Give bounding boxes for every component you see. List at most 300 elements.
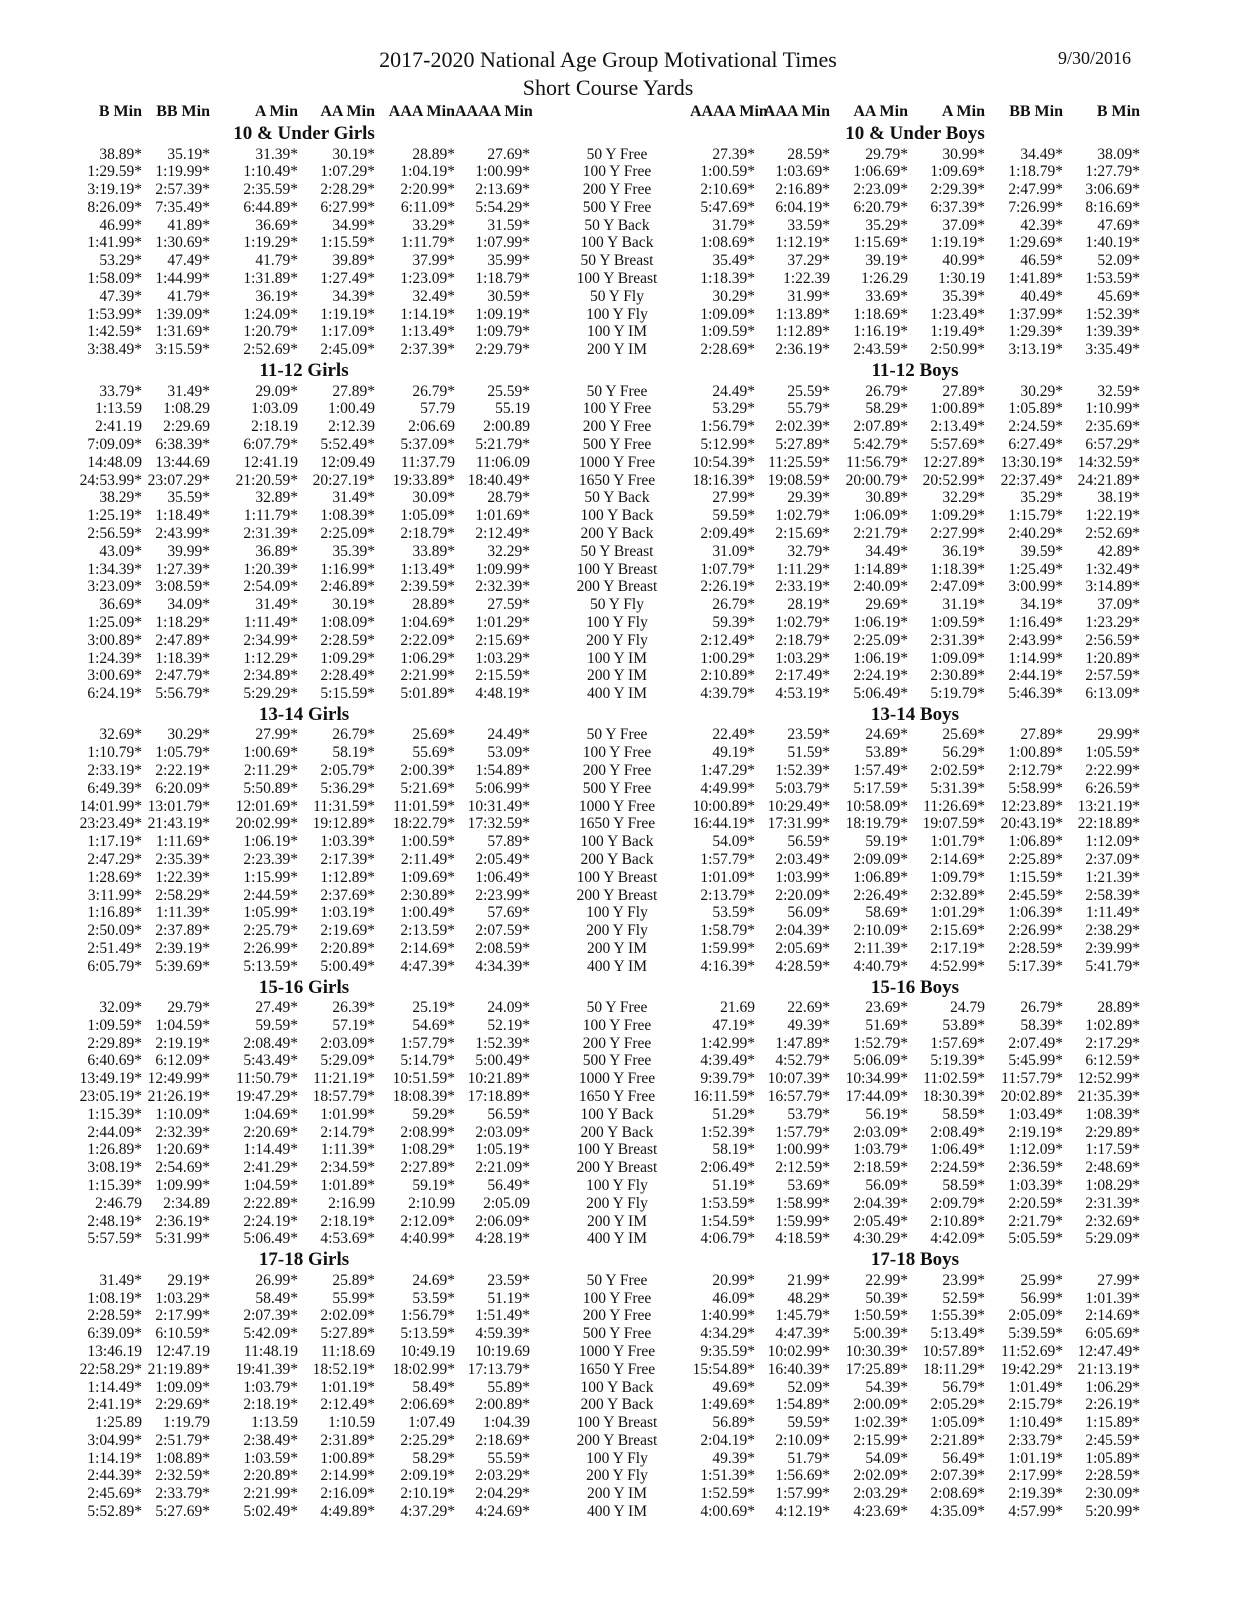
boys-time-cell: 1:57.79* — [700, 850, 755, 868]
boys-time-cell: 13:21.19* — [1077, 797, 1140, 815]
girls-time-cell: 1:41.99* — [87, 234, 142, 252]
boys-time-cell: 33.59* — [787, 216, 830, 234]
boys-time-cell: 1:15.69* — [853, 234, 908, 252]
girls-time-cell: 2:20.89* — [243, 1467, 298, 1485]
boys-time-cell: 2:32.89* — [930, 886, 985, 904]
girls-time-cell: 1:13.49* — [400, 323, 455, 341]
boys-time-cell: 17:31.99* — [767, 815, 830, 833]
boys-time-cell: 2:15.69* — [930, 922, 985, 940]
girls-time-cell: 57.69* — [487, 904, 530, 922]
girls-time-cell: 38.89* — [99, 145, 142, 163]
girls-time-cell: 2:19.19* — [155, 1034, 210, 1052]
girls-time-cell: 2:38.49* — [243, 1431, 298, 1449]
boys-time-cell: 46.09* — [712, 1289, 755, 1307]
girls-time-cell: 8:26.09* — [87, 198, 142, 216]
girls-time-cell: 3:08.59* — [155, 578, 210, 596]
girls-time-cell: 27.49* — [255, 999, 298, 1017]
boys-time-cell: 1:01.49* — [1008, 1378, 1063, 1396]
girls-time-cell: 19:12.89* — [312, 815, 375, 833]
girls-time-cell: 2:04.29* — [475, 1485, 530, 1503]
girls-time-cell: 5:54.29* — [475, 198, 530, 216]
girls-time-cell: 25.59* — [487, 382, 530, 400]
boys-time-cell: 2:43.59* — [853, 341, 908, 359]
boys-time-cell: 55.79* — [787, 400, 830, 418]
girls-time-cell: 5:21.79* — [475, 435, 530, 453]
boys-age-group-title: 17-18 Boys — [870, 1249, 960, 1271]
girls-time-cell: 1:01.19* — [320, 1378, 375, 1396]
boys-time-cell: 1:09.69* — [930, 163, 985, 181]
girls-time-cell: 6:27.99* — [320, 198, 375, 216]
event-name: 400 Y IM — [587, 685, 647, 703]
girls-time-cell: 17:13.79* — [467, 1360, 530, 1378]
table-row — [60, 1307, 1140, 1325]
boys-time-cell: 12:23.89* — [1000, 797, 1063, 815]
boys-time-cell: 56.59* — [787, 833, 830, 851]
boys-time-cell: 5:05.59* — [1008, 1230, 1063, 1248]
event-name: 200 Y Fly — [586, 1194, 648, 1212]
boys-time-cell: 28.19* — [787, 596, 830, 614]
event-name: 500 Y Free — [582, 1325, 652, 1343]
girls-time-cell: 58.49* — [255, 1289, 298, 1307]
boys-time-cell: 40.99* — [942, 252, 985, 270]
girls-time-cell: 2:39.19* — [155, 939, 210, 957]
boys-time-cell: 1:40.99* — [700, 1307, 755, 1325]
girls-time-cell: 1:12.89* — [320, 868, 375, 886]
boys-time-cell: 11:57.79* — [1001, 1070, 1063, 1088]
boys-time-cell: 5:31.39* — [930, 779, 985, 797]
boys-time-cell: 1:10.99* — [1085, 400, 1140, 418]
boys-time-cell: 1:20.89* — [1085, 649, 1140, 667]
boys-time-cell: 58.59* — [942, 1105, 985, 1123]
boys-time-cell: 18:11.29* — [923, 1360, 985, 1378]
boys-time-cell: 18:16.39* — [692, 471, 755, 489]
girls-time-cell: 2:28.59* — [320, 631, 375, 649]
girls-time-cell: 5:50.89* — [243, 779, 298, 797]
girls-time-cell: 10:21.89* — [467, 1070, 530, 1088]
boys-time-cell: 1:57.99* — [775, 1485, 830, 1503]
girls-time-cell: 2:26.99* — [243, 939, 298, 957]
table-row — [60, 1290, 1140, 1308]
girls-time-cell: 4:48.19* — [475, 685, 530, 703]
boys-time-cell: 31.19* — [942, 596, 985, 614]
boys-time-cell: 2:36.19* — [775, 341, 830, 359]
girls-time-cell: 28.89* — [412, 145, 455, 163]
boys-time-cell: 37.09* — [1097, 596, 1140, 614]
girls-time-cell: 2:28.29* — [320, 181, 375, 199]
boys-time-cell: 29.99* — [1097, 726, 1140, 744]
boys-time-cell: 32.59* — [1097, 382, 1140, 400]
boys-time-cell: 1:47.89* — [775, 1034, 830, 1052]
boys-time-cell: 6:26.59* — [1085, 779, 1140, 797]
boys-time-cell: 1:05.09* — [930, 1414, 985, 1432]
girls-time-cell: 1:01.89* — [320, 1177, 375, 1195]
girls-time-cell: 18:08.39* — [392, 1088, 455, 1106]
girls-time-cell: 2:32.39* — [155, 1123, 210, 1141]
girls-time-cell: 2:28.59* — [87, 1307, 142, 1325]
girls-time-cell: 14:01.99* — [79, 797, 142, 815]
girls-time-cell: 1:24.09* — [243, 305, 298, 323]
boys-time-cell: 24.79 — [950, 999, 985, 1017]
boys-time-cell: 10:00.89* — [692, 797, 755, 815]
girls-time-cell: 7:35.49* — [155, 198, 210, 216]
girls-time-cell: 1:44.99* — [155, 270, 210, 288]
girls-time-cell: 13:44.69 — [155, 453, 210, 471]
boys-time-cell: 2:25.89* — [1008, 850, 1063, 868]
girls-time-cell: 6:44.89* — [243, 198, 298, 216]
column-header: AAA Min — [388, 103, 455, 120]
boys-time-cell: 18:19.79* — [845, 815, 908, 833]
boys-time-cell: 59.39* — [712, 613, 755, 631]
girls-time-cell: 4:59.39* — [475, 1325, 530, 1343]
girls-time-cell: 33.79* — [99, 382, 142, 400]
table-row — [60, 815, 1140, 833]
age-group-header-row — [60, 703, 1140, 727]
event-name: 200 Y Fly — [586, 1467, 648, 1485]
table-row — [60, 578, 1140, 596]
boys-time-cell: 2:09.09* — [853, 850, 908, 868]
boys-time-cell: 22.69* — [787, 999, 830, 1017]
girls-time-cell: 11:21.19* — [313, 1070, 375, 1088]
girls-time-cell: 1:52.39* — [475, 1034, 530, 1052]
boys-time-cell: 4:39.49* — [700, 1052, 755, 1070]
girls-time-cell: 1:29.59* — [87, 163, 142, 181]
girls-time-cell: 31.49* — [255, 596, 298, 614]
boys-time-cell: 21:35.39* — [1077, 1088, 1140, 1106]
girls-time-cell: 2:57.39* — [155, 181, 210, 199]
girls-time-cell: 1:11.79* — [243, 507, 298, 525]
boys-age-group-title: 13-14 Boys — [870, 703, 960, 725]
boys-time-cell: 4:34.29* — [700, 1325, 755, 1343]
girls-time-cell: 2:20.69* — [243, 1123, 298, 1141]
boys-time-cell: 50.39* — [865, 1289, 908, 1307]
girls-time-cell: 1:10.79* — [87, 744, 142, 762]
event-name: 50 Y Fly — [590, 287, 644, 305]
boys-time-cell: 1:12.09* — [1008, 1141, 1063, 1159]
boys-time-cell: 2:29.39* — [930, 181, 985, 199]
boys-time-cell: 20:00.79* — [845, 471, 908, 489]
girls-time-cell: 55.59* — [487, 1449, 530, 1467]
boys-time-cell: 28.59* — [787, 145, 830, 163]
girls-time-cell: 1:19.19* — [320, 305, 375, 323]
column-header-row — [60, 102, 1140, 122]
girls-time-cell: 55.99* — [332, 1289, 375, 1307]
girls-time-cell: 1:16.89* — [87, 904, 142, 922]
boys-time-cell: 6:05.69* — [1085, 1325, 1140, 1343]
girls-time-cell: 56.59* — [487, 1105, 530, 1123]
boys-time-cell: 16:11.59* — [693, 1088, 755, 1106]
girls-time-cell: 11:18.69 — [320, 1342, 375, 1360]
table-row — [60, 323, 1140, 341]
boys-time-cell: 9:35.59* — [700, 1342, 755, 1360]
event-name: 100 Y Breast — [576, 1414, 658, 1432]
boys-time-cell: 2:33.19* — [775, 578, 830, 596]
girls-time-cell: 34.39* — [332, 287, 375, 305]
girls-time-cell: 2:05.09 — [483, 1194, 530, 1212]
event-name: 100 Y Back — [580, 1378, 654, 1396]
boys-time-cell: 2:16.89* — [775, 181, 830, 199]
boys-time-cell: 11:52.69* — [1001, 1342, 1063, 1360]
boys-time-cell: 31.99* — [787, 287, 830, 305]
boys-time-cell: 2:40.09* — [853, 578, 908, 596]
girls-time-cell: 41.79* — [255, 252, 298, 270]
girls-time-cell: 2:41.19 — [95, 418, 142, 436]
girls-time-cell: 3:23.09* — [87, 578, 142, 596]
girls-time-cell: 1:28.69* — [87, 868, 142, 886]
girls-time-cell: 5:43.49* — [243, 1052, 298, 1070]
girls-time-cell: 2:37.39* — [400, 341, 455, 359]
girls-time-cell: 1:14.19* — [400, 305, 455, 323]
girls-time-cell: 3:19.19* — [87, 181, 142, 199]
girls-time-cell: 26.79* — [332, 726, 375, 744]
boys-time-cell: 1:52.39* — [775, 762, 830, 779]
girls-time-cell: 1:10.09* — [155, 1105, 210, 1123]
girls-time-cell: 6:10.59* — [155, 1325, 210, 1343]
girls-time-cell: 5:15.59* — [320, 685, 375, 703]
girls-time-cell: 1:13.49* — [400, 560, 455, 578]
table-row — [60, 958, 1140, 976]
girls-time-cell: 2:34.99* — [243, 631, 298, 649]
girls-time-cell: 2:14.79* — [320, 1123, 375, 1141]
boys-time-cell: 51.29* — [712, 1105, 755, 1123]
girls-time-cell: 2:44.39* — [87, 1467, 142, 1485]
document-title: 2017-2020 National Age Group Motivational Times — [379, 47, 837, 72]
girls-time-cell: 2:12.49* — [320, 1396, 375, 1414]
girls-time-cell: 1:11.39* — [320, 1141, 375, 1159]
girls-time-cell: 23.59* — [487, 1271, 530, 1289]
girls-time-cell: 2:31.89* — [320, 1431, 375, 1449]
boys-time-cell: 6:13.09* — [1085, 685, 1140, 703]
boys-time-cell: 2:18.79* — [775, 631, 830, 649]
boys-time-cell: 39.19* — [865, 252, 908, 270]
boys-time-cell: 1:11.49* — [1085, 904, 1140, 922]
girls-time-cell: 2:10.99 — [408, 1194, 455, 1212]
girls-time-cell: 1:00.89* — [320, 1449, 375, 1467]
boys-time-cell: 58.59* — [942, 1177, 985, 1195]
girls-time-cell: 10:19.69 — [475, 1342, 530, 1360]
table-row — [60, 667, 1140, 685]
boys-time-cell: 1:09.09* — [700, 305, 755, 323]
boys-time-cell: 27.89* — [942, 382, 985, 400]
boys-time-cell: 1:57.69* — [930, 1034, 985, 1052]
event-name: 50 Y Free — [586, 1271, 648, 1289]
girls-time-cell: 25.69* — [412, 726, 455, 744]
girls-time-cell: 1:00.69* — [243, 744, 298, 762]
girls-time-cell: 1:03.29* — [475, 649, 530, 667]
boys-time-cell: 2:10.89* — [930, 1212, 985, 1230]
table-row — [60, 650, 1140, 668]
girls-time-cell: 30.59* — [487, 287, 530, 305]
boys-time-cell: 1:55.39* — [930, 1307, 985, 1325]
boys-time-cell: 2:45.59* — [1008, 886, 1063, 904]
girls-time-cell: 1:04.59* — [155, 1016, 210, 1034]
column-header: AA Min — [853, 103, 908, 120]
boys-time-cell: 2:47.09* — [930, 578, 985, 596]
girls-time-cell: 2:46.89* — [320, 578, 375, 596]
boys-time-cell: 5:19.79* — [930, 685, 985, 703]
boys-time-cell: 1:56.79* — [700, 418, 755, 436]
boys-time-cell: 3:06.69* — [1085, 181, 1140, 199]
girls-time-cell: 32.29* — [487, 542, 530, 560]
boys-time-cell: 22.99* — [865, 1271, 908, 1289]
boys-time-cell: 30.29* — [712, 287, 755, 305]
girls-time-cell: 1:01.69* — [475, 507, 530, 525]
table-row — [60, 234, 1140, 252]
girls-time-cell: 22:58.29* — [79, 1360, 142, 1378]
girls-time-cell: 21:19.89* — [147, 1360, 210, 1378]
girls-time-cell: 2:22.89* — [243, 1194, 298, 1212]
girls-time-cell: 2:37.89* — [155, 922, 210, 940]
event-name: 50 Y Breast — [580, 542, 654, 560]
event-name: 100 Y Back — [580, 1105, 654, 1123]
girls-time-cell: 20:27.19* — [312, 471, 375, 489]
boys-time-cell: 1:58.99* — [775, 1194, 830, 1212]
girls-time-cell: 1:08.89* — [155, 1449, 210, 1467]
boys-time-cell: 5:57.69* — [930, 435, 985, 453]
boys-time-cell: 4:16.39* — [700, 957, 755, 975]
girls-time-cell: 1:20.79* — [243, 323, 298, 341]
boys-time-cell: 1:02.79* — [775, 613, 830, 631]
boys-age-group-title: 10 & Under Boys — [845, 123, 985, 144]
boys-time-cell: 1:18.79* — [1008, 163, 1063, 181]
girls-time-cell: 2:18.79* — [400, 524, 455, 542]
girls-time-cell: 11:06.09 — [475, 453, 530, 471]
table-row — [60, 1177, 1140, 1195]
boys-time-cell: 4:35.09* — [930, 1503, 985, 1521]
boys-time-cell: 2:15.79* — [1008, 1396, 1063, 1414]
event-name: 100 Y Free — [582, 1289, 652, 1307]
girls-time-cell: 36.69* — [99, 596, 142, 614]
boys-time-cell: 54.39* — [865, 1378, 908, 1396]
boys-time-cell: 59.19* — [865, 833, 908, 851]
boys-time-cell: 10:07.39* — [767, 1070, 830, 1088]
girls-time-cell: 30.19* — [332, 596, 375, 614]
boys-time-cell: 2:39.99* — [1085, 939, 1140, 957]
boys-time-cell: 4:47.39* — [775, 1325, 830, 1343]
column-header: AA Min — [320, 103, 375, 120]
girls-time-cell: 2:29.79* — [475, 341, 530, 359]
boys-time-cell: 1:00.59* — [700, 163, 755, 181]
girls-time-cell: 2:41.19* — [87, 1396, 142, 1414]
table-row — [60, 904, 1140, 922]
girls-time-cell: 7:09.09* — [87, 435, 142, 453]
boys-time-cell: 52.09* — [787, 1378, 830, 1396]
girls-time-cell: 5:13.59* — [400, 1325, 455, 1343]
table-row — [60, 1159, 1140, 1177]
boys-time-cell: 6:04.19* — [775, 198, 830, 216]
boys-age-group-title: 15-16 Boys — [870, 976, 960, 998]
boys-time-cell: 23.69* — [865, 999, 908, 1017]
girls-time-cell: 1:20.39* — [243, 560, 298, 578]
column-header-spacer — [530, 102, 690, 122]
girls-time-cell: 5:52.89* — [87, 1503, 142, 1521]
girls-time-cell: 1:53.99* — [87, 305, 142, 323]
girls-time-cell: 2:18.19 — [251, 418, 298, 436]
girls-time-cell: 2:05.79* — [320, 762, 375, 779]
boys-time-cell: 53.69* — [787, 1177, 830, 1195]
event-name: 50 Y Back — [584, 216, 650, 234]
girls-time-cell: 23:23.49* — [79, 815, 142, 833]
boys-time-cell: 2:02.59* — [930, 762, 985, 779]
girls-time-cell: 1:15.39* — [87, 1105, 142, 1123]
event-name: 50 Y Free — [586, 999, 648, 1017]
boys-time-cell: 1:58.79* — [700, 922, 755, 940]
girls-time-cell: 11:31.59* — [313, 797, 375, 815]
boys-time-cell: 59.59* — [787, 1414, 830, 1432]
girls-time-cell: 17:32.59* — [467, 815, 530, 833]
boys-time-cell: 2:48.69* — [1085, 1159, 1140, 1177]
boys-time-cell: 1:08.69* — [700, 234, 755, 252]
girls-time-cell: 2:23.39* — [243, 850, 298, 868]
girls-time-cell: 2:51.49* — [87, 939, 142, 957]
boys-time-cell: 21.99* — [787, 1271, 830, 1289]
boys-time-cell: 1:40.19* — [1085, 234, 1140, 252]
girls-time-cell: 1:04.59* — [243, 1177, 298, 1195]
girls-time-cell: 1:05.99* — [243, 904, 298, 922]
boys-time-cell: 2:31.39* — [1085, 1194, 1140, 1212]
girls-time-cell: 5:00.49* — [320, 957, 375, 975]
girls-time-cell: 19:33.89* — [392, 471, 455, 489]
boys-time-cell: 2:03.29* — [853, 1485, 908, 1503]
column-header: BB Min — [156, 103, 210, 120]
table-row — [60, 1432, 1140, 1450]
boys-time-cell: 12:52.99* — [1077, 1070, 1140, 1088]
boys-time-cell: 29.79* — [865, 145, 908, 163]
girls-time-cell: 46.99* — [99, 216, 142, 234]
girls-time-cell: 1:16.99* — [320, 560, 375, 578]
girls-time-cell: 2:31.39* — [243, 524, 298, 542]
event-name: 1000 Y Free — [578, 797, 656, 815]
table-row — [60, 1106, 1140, 1124]
event-name: 50 Y Free — [586, 726, 648, 744]
girls-time-cell: 1:10.49* — [243, 163, 298, 181]
girls-time-cell: 2:09.19* — [400, 1467, 455, 1485]
table-row — [60, 798, 1140, 816]
boys-time-cell: 2:33.79* — [1008, 1431, 1063, 1449]
boys-time-cell: 1:26.29 — [861, 270, 908, 288]
girls-time-cell: 23:07.29* — [147, 471, 210, 489]
boys-time-cell: 1:50.59* — [853, 1307, 908, 1325]
boys-time-cell: 2:52.69* — [1085, 524, 1140, 542]
girls-time-cell: 2:24.19* — [243, 1212, 298, 1230]
boys-time-cell: 2:08.69* — [930, 1485, 985, 1503]
boys-time-cell: 1:39.39* — [1085, 323, 1140, 341]
boys-time-cell: 4:06.79* — [700, 1230, 755, 1248]
boys-time-cell: 2:32.69* — [1085, 1212, 1140, 1230]
boys-time-cell: 1:08.39* — [1085, 1105, 1140, 1123]
table-row — [60, 1325, 1140, 1343]
table-row — [60, 685, 1140, 703]
girls-time-cell: 11:37.79 — [400, 453, 455, 471]
column-header: BB Min — [1009, 103, 1063, 120]
girls-time-cell: 5:06.99* — [475, 779, 530, 797]
girls-time-cell: 2:48.19* — [87, 1212, 142, 1230]
boys-time-cell: 2:06.49* — [700, 1159, 755, 1177]
girls-time-cell: 2:21.09* — [475, 1159, 530, 1177]
girls-time-cell: 2:29.69* — [155, 1396, 210, 1414]
boys-time-cell: 2:03.09* — [853, 1123, 908, 1141]
girls-time-cell: 1:04.69* — [243, 1105, 298, 1123]
boys-time-cell: 1:19.19* — [930, 234, 985, 252]
girls-time-cell: 38.29* — [99, 489, 142, 507]
document-subtitle: Short Course Yards — [522, 75, 694, 100]
boys-time-cell: 1:23.49* — [930, 305, 985, 323]
boys-time-cell: 30.89* — [865, 489, 908, 507]
girls-time-cell: 2:07.59* — [475, 922, 530, 940]
girls-time-cell: 36.19* — [255, 287, 298, 305]
boys-time-cell: 2:05.09* — [1008, 1307, 1063, 1325]
event-name: 200 Y Back — [580, 524, 654, 542]
event-name: 200 Y Back — [580, 1123, 654, 1141]
